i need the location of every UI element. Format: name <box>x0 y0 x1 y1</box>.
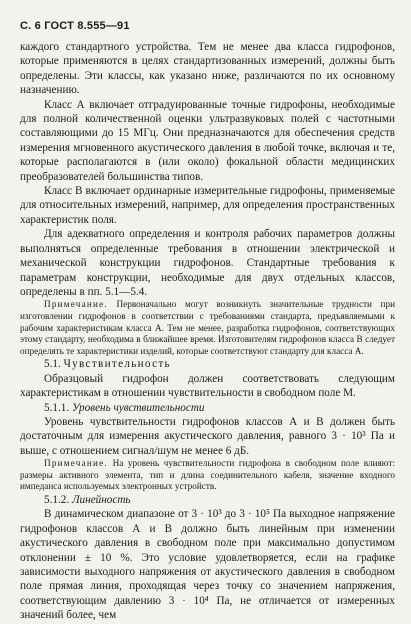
paragraph-design-requirements: Для адекватного определения и контроля рабочих параметров должны выполняться определенные требования в отношении электрической и механической конструкции гидрофонов. Стандартные требования к параметрам конструкции, необходимые для двух отдельных классов, определены в пп. 5.1—5.4. <box>20 228 395 298</box>
paragraph-sensitivity-level: Уровень чувствительности гидрофонов классов А и В должен быть достаточным для измерения акустического давления, равного 3 · 10³ Па и выше, с отношением сигнал/шум не менее 6 дБ. <box>20 415 395 457</box>
section-5-1-1-title: Уровень чувствительности <box>71 401 205 414</box>
section-5-1-1-heading <box>20 401 395 415</box>
note-2-label: Примечание. <box>44 458 108 469</box>
note-2-text: На уровень чувствительности гидрофона в свободном поле влияют: размеры активного элемента, тип и длина соединительного кабеля, значение входного импеданса используемых электронных устройств. <box>20 458 395 492</box>
document-body <box>20 40 395 623</box>
note-1-text: Первоначально могут возникнуть значительные трудности при изготовлении гидрофонов в соответствии с требованиями стандарта, предъявляемыми к рабочим характеристикам класса А. Тем не менее, разработка гидрофонов, соответствующих этому стандарту, необходима в ближайшее время. Изготовителям гидрофонов класса В следует определять те характеристики изделий, которые соответствуют стандарту для класса А. <box>20 299 395 356</box>
note-2 <box>20 458 395 493</box>
paragraph-class-b: Класс В включает ординарные измерительные гидрофоны, применяемые для относительных измерений, например, для определения пространственных характеристик поля. <box>20 185 395 226</box>
note-1-label: Примечание. <box>44 299 108 310</box>
paragraph-sensitivity: Образцовый гидрофон должен соответствовать следующим характеристикам в отношении чувствительности в свободном поле M. <box>20 372 395 400</box>
section-5-1-number: 5.1. <box>44 358 61 371</box>
section-5-1-2-heading <box>20 493 395 507</box>
page-header: С. 6 ГОСТ 8.555—91 <box>20 20 130 32</box>
paragraph-linearity: В динамическом диапазоне от 3 · 10³ до 3 · 10⁵ Па выходное напряжение гидрофонов классов А и В должно быть линейным при изменении акустического давления в свободном поле при максимально допустимом отклонении ± 10 %. Это условие удовлетворяется, если на графике зависимости выходного напряжения от акустического давления в свободном поле прямая линия, проходящая через точку со значением напряжения, соответствующим давлению 3 · 10⁴ Па, не отличается от измеренных значений более, чем <box>20 508 395 622</box>
section-5-1-title: Чувствительность <box>63 358 171 371</box>
section-5-1-heading <box>20 357 395 371</box>
section-5-1-2-number: 5.1.2. <box>44 493 70 506</box>
section-5-1-1-number: 5.1.1. <box>44 401 70 414</box>
section-5-1-2-title: Линейность <box>71 493 131 506</box>
note-1 <box>20 299 395 357</box>
paragraph-continuation: каждого стандартного устройства. Тем не менее два класса гидрофонов, которые применяются в целях стандартизованных измерений, должны быть определены. Эти классы, как указано ниже, различаются по их основному назначению. <box>20 41 395 97</box>
paragraph-class-a: Класс А включает отградуированные точные гидрофоны, необходимые для полной количественной оценки ультразвуковых полей с частотными составляющими до 15 МГц. Они предназначаются для обеспечения средств измерения мгновенного акустического давления в любой точке, включая и те, которые располагаются в (или около) фокальной области медицинских преобразователей большинства типов. <box>20 98 395 183</box>
